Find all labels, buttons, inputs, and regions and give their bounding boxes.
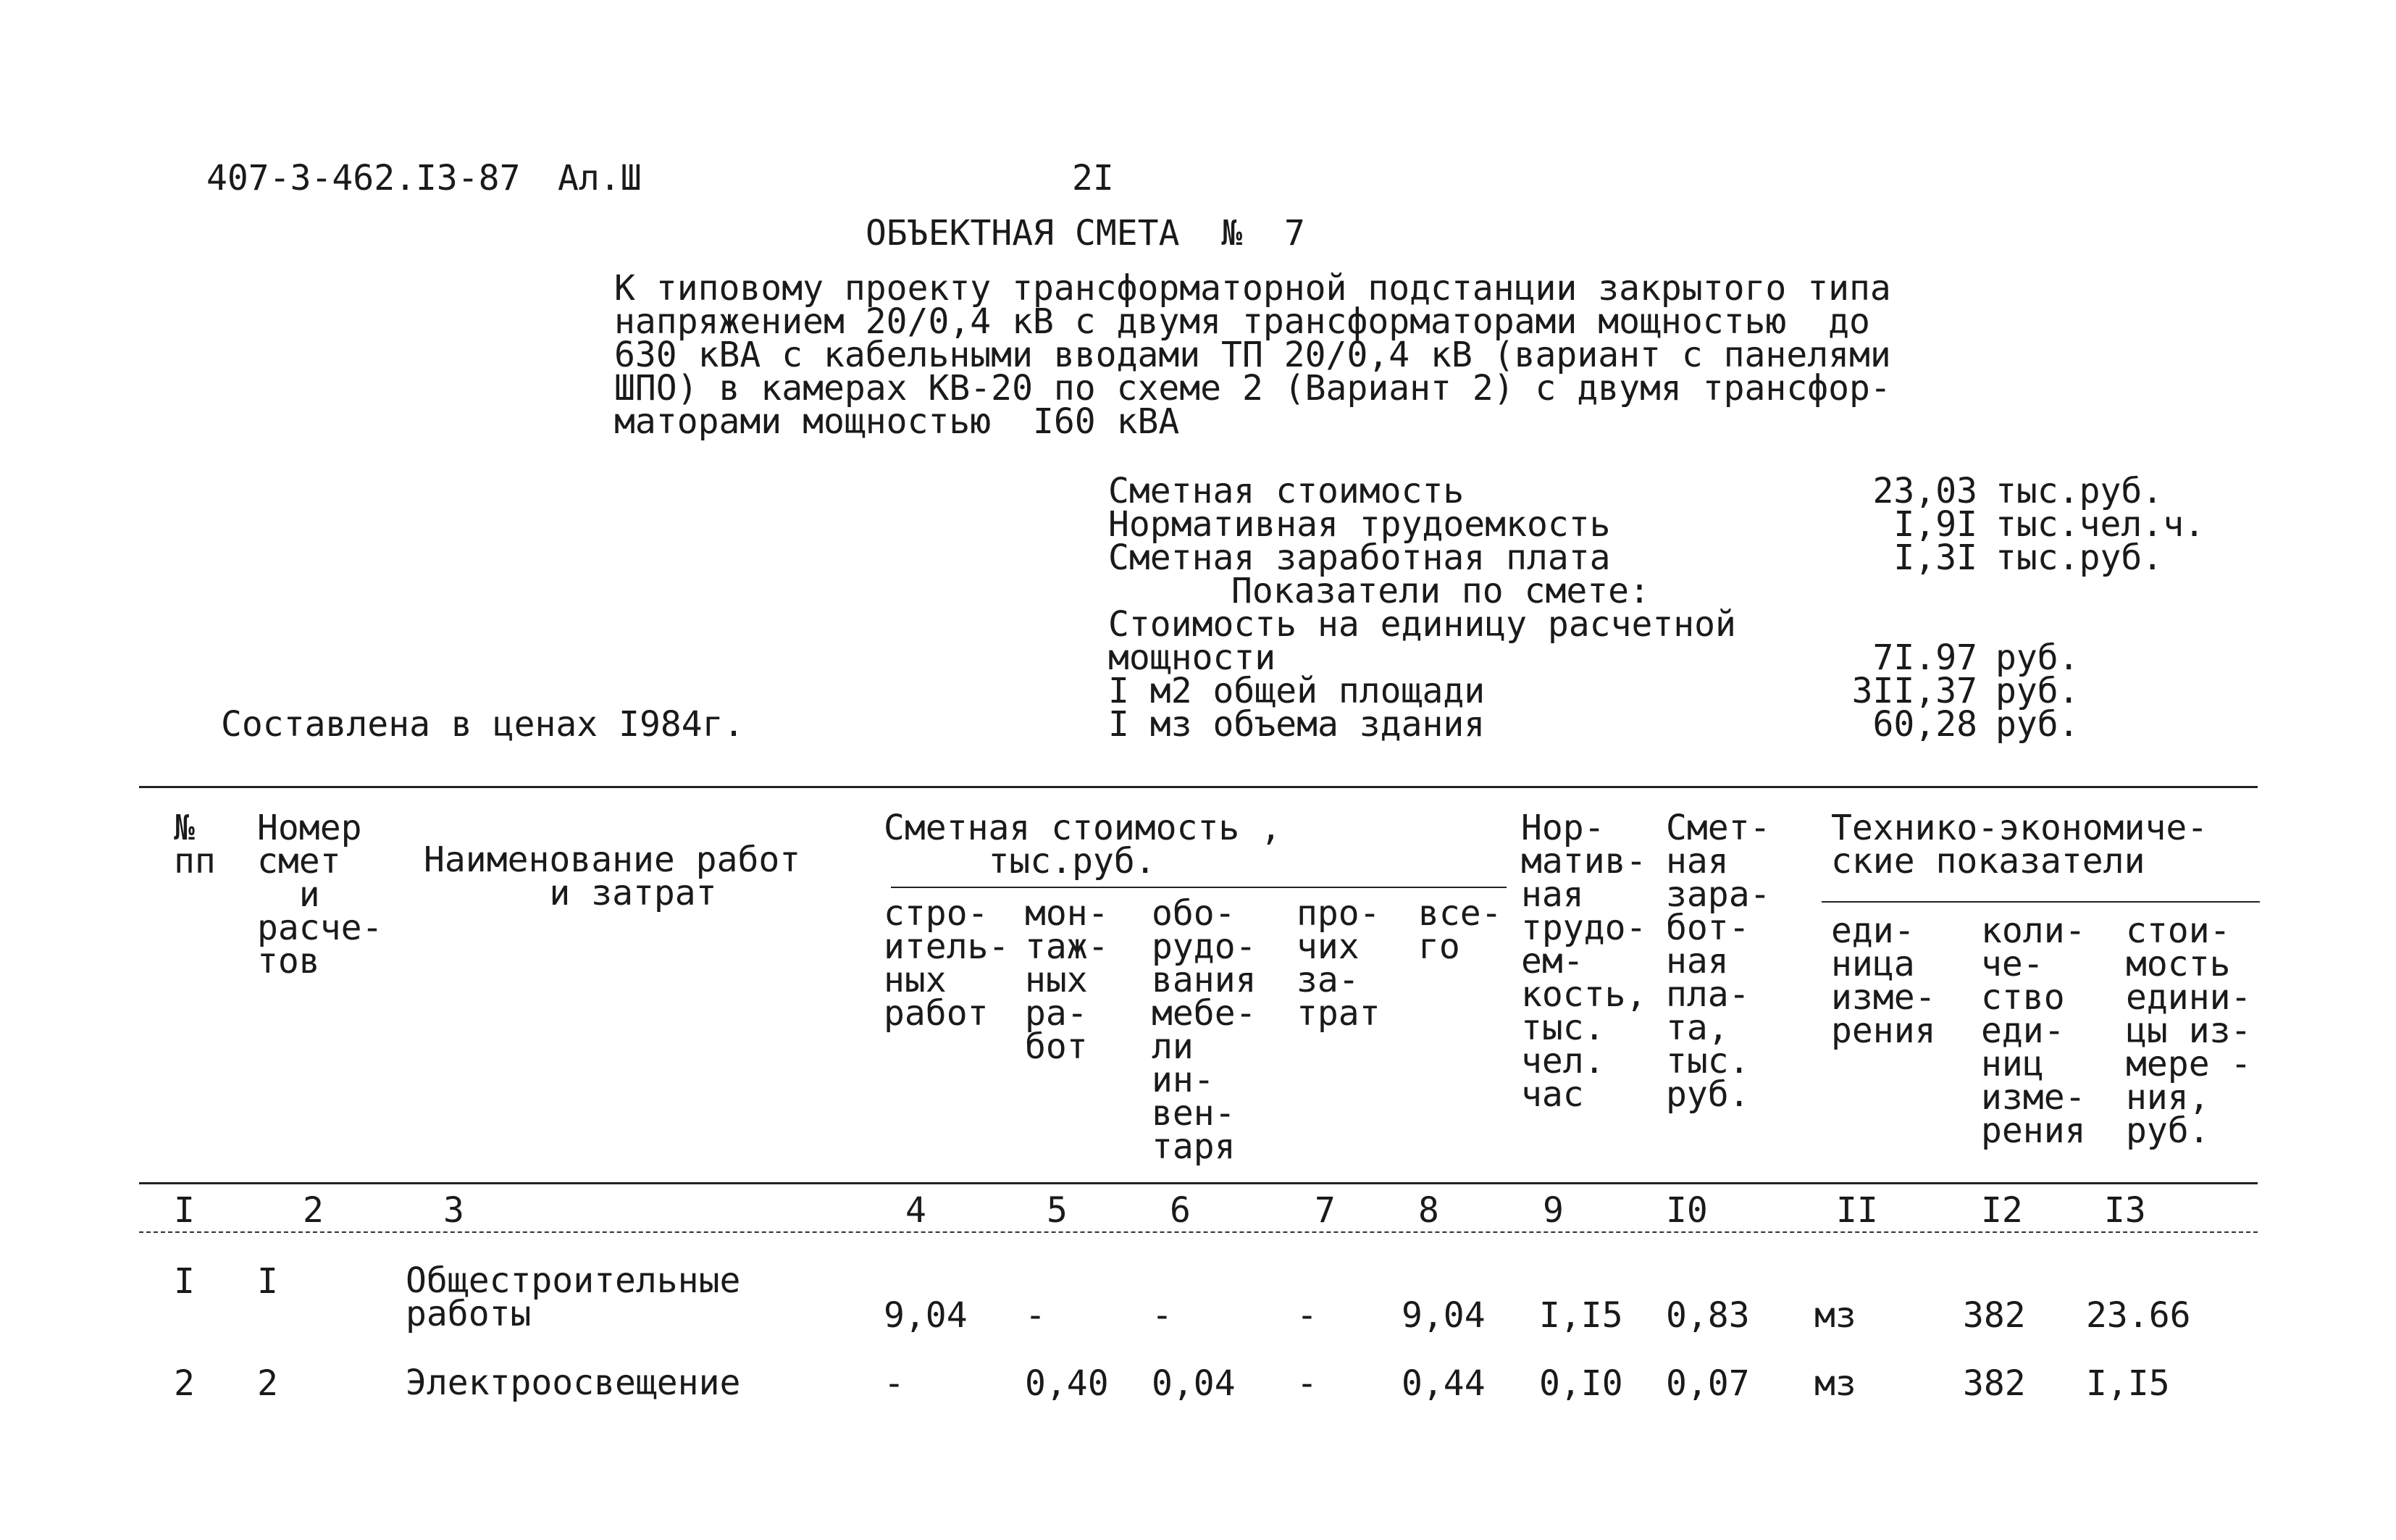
column-number: 5 bbox=[1047, 1190, 1068, 1231]
header-labor: Нор- матив- ная трудо- ем- кость, тыс. чел. час bbox=[1521, 808, 1647, 1115]
per-m2-value: 3II,37 bbox=[1851, 671, 1977, 711]
row-construction: - bbox=[884, 1363, 905, 1404]
wage-unit: тыс.руб. bbox=[1995, 537, 2163, 578]
cost-subheader-rule bbox=[891, 887, 1507, 888]
unit-cost-unit: руб. bbox=[1995, 637, 2079, 678]
column-number: 8 bbox=[1418, 1190, 1439, 1231]
header-bottom-rule bbox=[139, 1182, 2258, 1184]
row-other: - bbox=[1297, 1295, 1318, 1336]
per-m3-value: 60,28 bbox=[1872, 704, 1977, 745]
row-unit: мз bbox=[1814, 1295, 1856, 1336]
header-unit: еди- ница изме- рения bbox=[1831, 911, 1936, 1051]
row-total: 0,44 bbox=[1402, 1363, 1486, 1404]
row-equipment: 0,04 bbox=[1152, 1363, 1236, 1404]
row-unit-cost: 23.66 bbox=[2086, 1295, 2191, 1336]
header-equipment: обо- рудо- вания мебе- ли ин- вен- таря bbox=[1152, 893, 1257, 1167]
column-number: I bbox=[174, 1190, 195, 1231]
row-installation: - bbox=[1025, 1295, 1046, 1336]
row-labor: 0,I0 bbox=[1539, 1363, 1623, 1404]
column-number: I0 bbox=[1666, 1190, 1708, 1231]
cost-value: 23,03 bbox=[1872, 471, 1977, 511]
column-number: 3 bbox=[443, 1190, 464, 1231]
row-other: - bbox=[1297, 1363, 1318, 1404]
unit-cost-label: Стоимость на единицу расчетной bbox=[1108, 604, 1736, 645]
table-top-rule bbox=[139, 786, 2258, 788]
document-code: 407-3-462.I3-87 bbox=[206, 158, 521, 198]
column-number: 4 bbox=[905, 1190, 926, 1231]
row-unit: мз bbox=[1814, 1363, 1856, 1404]
row-num: I bbox=[174, 1261, 195, 1302]
row-quantity: 382 bbox=[1963, 1295, 2026, 1336]
description-line: К типовому проекту трансформаторной подстанции закрытого типа bbox=[614, 268, 1891, 309]
header-num: № пп bbox=[174, 808, 216, 882]
column-number: I3 bbox=[2104, 1190, 2146, 1231]
column-number: 9 bbox=[1543, 1190, 1564, 1231]
unit-cost-value: 7I.97 bbox=[1872, 637, 1977, 678]
row-labor: I,I5 bbox=[1539, 1295, 1623, 1336]
header-estimate-no: Номер смет и расче- тов bbox=[257, 808, 383, 982]
description-line: маторами мощностью I60 кВА bbox=[614, 401, 1180, 442]
tei-subheader-rule bbox=[1822, 901, 2260, 903]
row-installation: 0,40 bbox=[1025, 1363, 1109, 1404]
unit-cost-label-cont: мощности bbox=[1108, 637, 1276, 678]
labor-value: I,9I bbox=[1893, 504, 1977, 545]
column-number: 6 bbox=[1170, 1190, 1191, 1231]
header-construction: стро- итель- ных работ bbox=[884, 893, 1010, 1034]
header-quantity: коли- че- ство еди- ниц изме- рения bbox=[1981, 911, 2086, 1151]
per-m3-label: I мз объема здания bbox=[1108, 704, 1486, 745]
cost-label: Сметная стоимость bbox=[1108, 471, 1465, 511]
column-numbers-rule bbox=[139, 1231, 2258, 1233]
row-unit-cost: I,I5 bbox=[2086, 1363, 2170, 1404]
header-name: Наименование работ и затрат bbox=[424, 840, 801, 913]
description-line: 630 кВА с кабельными вводами ТП 20/0,4 кВ (вариант с панелями bbox=[614, 335, 1891, 375]
description-line: ШПО) в камерах КВ-20 по схеме 2 (Вариант 2) с двумя трансфор- bbox=[614, 368, 1891, 409]
description-line: напряжением 20/0,4 кВ с двумя трансформаторами мощностью до bbox=[614, 301, 1870, 342]
column-number: 2 bbox=[303, 1190, 324, 1231]
row-quantity: 382 bbox=[1963, 1363, 2026, 1404]
row-wage: 0,83 bbox=[1666, 1295, 1750, 1336]
column-number: II bbox=[1836, 1190, 1878, 1231]
row-estimate: I bbox=[257, 1261, 278, 1302]
row-num: 2 bbox=[174, 1363, 195, 1404]
row-name: Общестроительные работы bbox=[406, 1260, 741, 1334]
labor-unit: тыс.чел.ч. bbox=[1995, 504, 2205, 545]
header-other: про- чих за- трат bbox=[1297, 893, 1381, 1034]
indicators-heading: Показатели по смете: bbox=[1231, 571, 1650, 611]
per-m2-unit: руб. bbox=[1995, 671, 2079, 711]
header-total: все- го bbox=[1418, 893, 1502, 967]
header-wage: Смет- ная зара- бот- ная пла- та, тыс. руб. bbox=[1666, 808, 1771, 1115]
per-m2-label: I м2 общей площади bbox=[1108, 671, 1486, 711]
wage-value: I,3I bbox=[1893, 537, 1977, 578]
column-number: 7 bbox=[1315, 1190, 1336, 1231]
header-unit-cost: стои- мость едини- цы из- мере - ния, руб. bbox=[2126, 911, 2252, 1151]
row-equipment: - bbox=[1152, 1295, 1173, 1336]
column-number: I2 bbox=[1981, 1190, 2023, 1231]
album-number: Ал.Ш bbox=[558, 158, 642, 198]
header-cost-group: Сметная стоимость , тыс.руб. bbox=[884, 808, 1282, 882]
header-tei-group: Технико-экономиче- ские показатели bbox=[1831, 808, 2208, 882]
row-construction: 9,04 bbox=[884, 1295, 968, 1336]
row-wage: 0,07 bbox=[1666, 1363, 1750, 1404]
row-total: 9,04 bbox=[1402, 1295, 1486, 1336]
row-estimate: 2 bbox=[257, 1363, 278, 1404]
header-installation: мон- таж- ных ра- бот bbox=[1025, 893, 1109, 1067]
page-number: 2I bbox=[1072, 158, 1114, 198]
row-name: Электроосвещение bbox=[406, 1363, 741, 1403]
labor-label: Нормативная трудоемкость bbox=[1108, 504, 1611, 545]
page-title: ОБЪЕКТНАЯ СМЕТА № 7 bbox=[866, 213, 1305, 254]
cost-unit: тыс.руб. bbox=[1995, 471, 2163, 511]
prices-note: Составлена в ценах I984г. bbox=[221, 704, 745, 745]
per-m3-unit: руб. bbox=[1995, 704, 2079, 745]
wage-label: Сметная заработная плата bbox=[1108, 537, 1611, 578]
